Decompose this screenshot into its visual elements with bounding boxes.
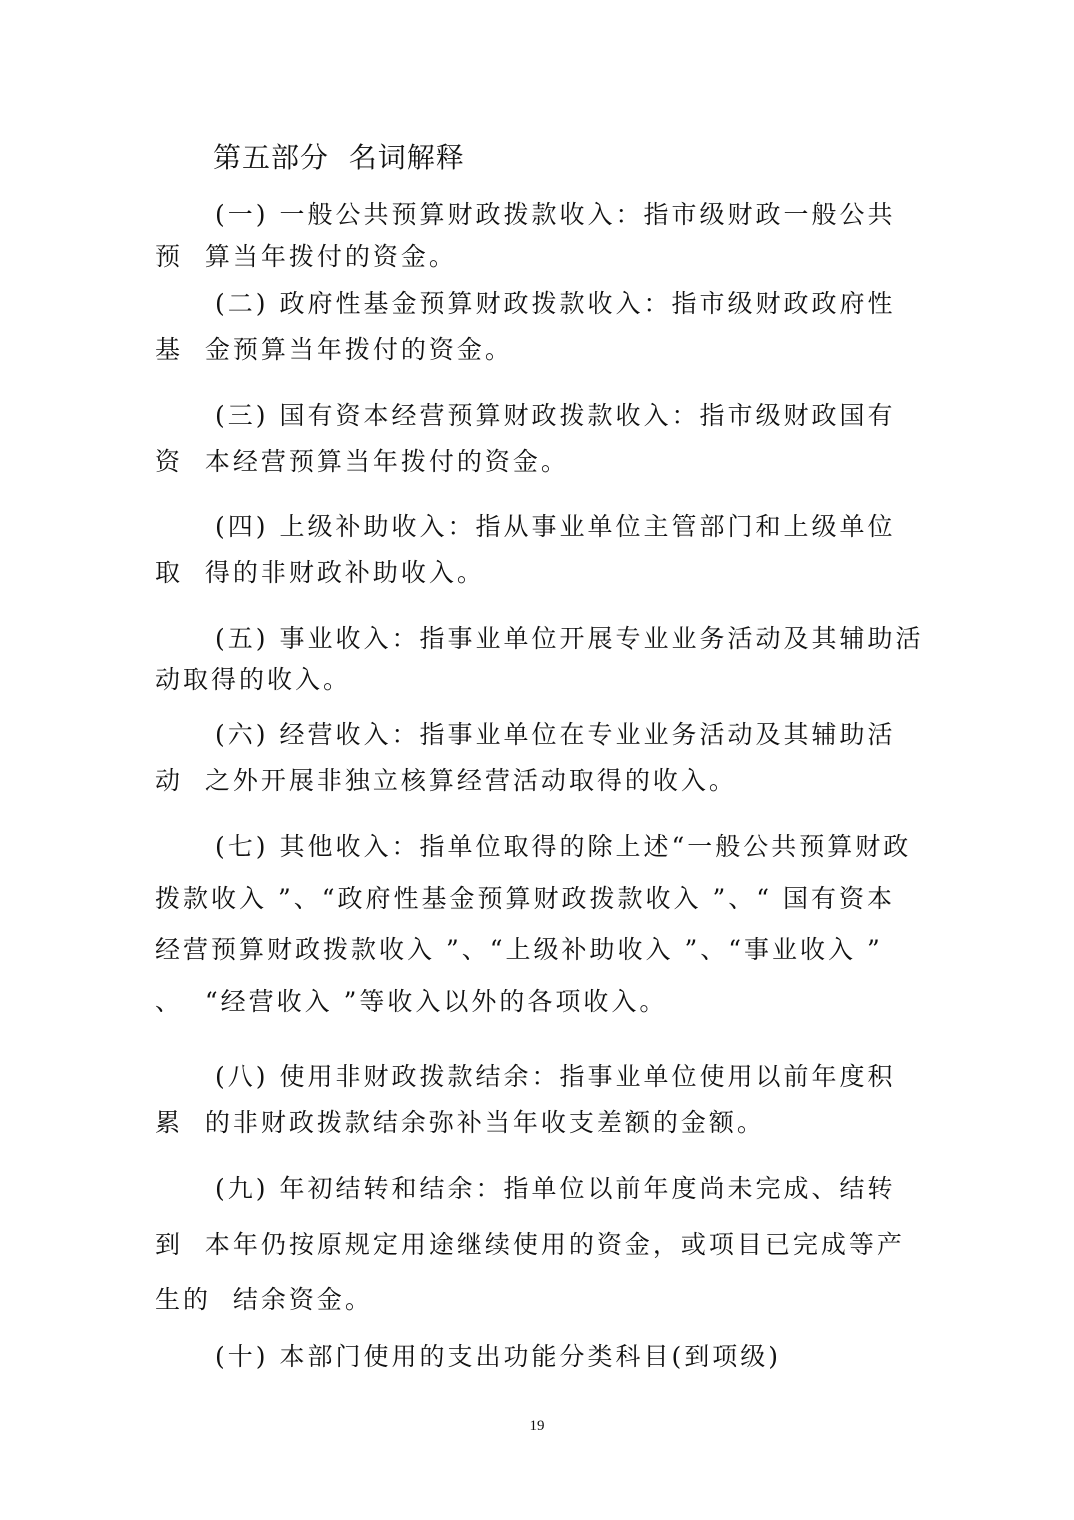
term-7-line-4: 、 “经营收入 ”等收入以外的各项收入。 — [155, 987, 668, 1016]
term-4-line-2: 取 得的非财政补助收入。 — [155, 558, 485, 587]
term-7-line-1: (七) 其他收入：指单位取得的除上述“一般公共预算财政 — [215, 832, 912, 861]
section-heading: 第五部分 名词解释 — [213, 141, 465, 174]
term-3-line-1: (三) 国有资本经营预算财政拨款收入：指市级财政国有 — [215, 401, 896, 430]
term-4-line-1: (四) 上级补助收入：指从事业单位主管部门和上级单位 — [215, 512, 896, 541]
term-1-line-2: 预 算当年拨付的资金。 — [155, 242, 457, 271]
term-9-line-2: 到 本年仍按原规定用途继续使用的资金，或项目已完成等产 — [155, 1230, 905, 1259]
term-8-line-1: (八) 使用非财政拨款结余：指事业单位使用以前年度积 — [215, 1062, 896, 1091]
term-8-line-2: 累 的非财政拨款结余弥补当年收支差额的金额。 — [155, 1108, 765, 1137]
term-2-line-1: (二) 政府性基金预算财政拨款收入：指市级财政政府性 — [215, 289, 896, 318]
term-6-line-1: (六) 经营收入：指事业单位在专业业务活动及其辅助活 — [215, 720, 896, 749]
term-9-line-1: (九) 年初结转和结余：指单位以前年度尚未完成、结转 — [215, 1174, 896, 1203]
term-3-line-2: 资 本经营预算当年拨付的资金。 — [155, 447, 569, 476]
term-5-line-2: 动取得的收入。 — [155, 665, 352, 694]
term-5-line-1: (五) 事业收入：指事业单位开展专业业务活动及其辅助活 — [215, 624, 924, 653]
term-10-line-1: (十) 本部门使用的支出功能分类科目(到项级) — [215, 1342, 781, 1371]
term-6-line-2: 动 之外开展非独立核算经营活动取得的收入。 — [155, 766, 737, 795]
term-2-line-2: 基 金预算当年拨付的资金。 — [155, 335, 513, 364]
term-7-line-2: 拨款收入 ”、“政府性基金预算财政拨款收入 ”、“ 国有资本 — [155, 884, 895, 913]
term-1-line-1: (一) 一般公共预算财政拨款收入：指市级财政一般公共 — [215, 200, 896, 229]
term-9-line-3: 生的 结余资金。 — [155, 1285, 373, 1314]
page-number: 19 — [529, 1418, 545, 1434]
term-7-line-3: 经营预算财政拨款收入 ”、“上级补助收入 ”、“事业收入 ” — [155, 935, 883, 964]
